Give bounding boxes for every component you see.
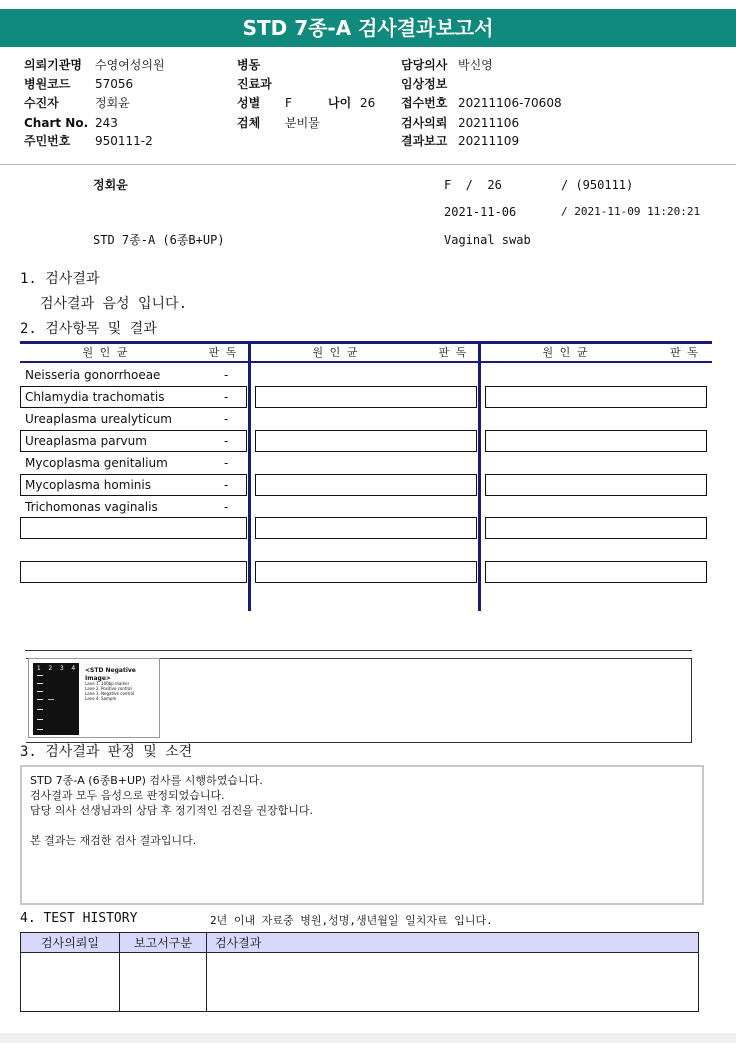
section3-title: 3. 검사결과 판정 및 소견 bbox=[20, 744, 193, 760]
organism-result: - bbox=[224, 434, 229, 448]
grid-divider bbox=[248, 341, 251, 611]
opinion-line bbox=[30, 818, 694, 833]
organism-result: - bbox=[224, 500, 229, 514]
header-label: 의뢰기관명 bbox=[24, 58, 82, 72]
organism-result: - bbox=[224, 390, 229, 404]
opinion-box bbox=[20, 765, 704, 905]
gel-legend-item: Lane 1. 100bp marker bbox=[85, 681, 130, 686]
row-box bbox=[485, 386, 707, 408]
row-box bbox=[20, 561, 247, 583]
gel-legend-item: Lane 4. Sample bbox=[85, 696, 117, 701]
organism-result: - bbox=[224, 456, 229, 470]
gel-thumbnail bbox=[28, 658, 160, 738]
opinion-line: 검사결과 모두 음성으로 판정되었습니다. bbox=[30, 789, 225, 802]
row-box bbox=[255, 517, 477, 539]
history-header-row bbox=[21, 933, 699, 953]
history-cell bbox=[120, 953, 207, 1012]
header-label: 진료과 bbox=[237, 77, 272, 91]
header-label: 결과보고 bbox=[401, 134, 448, 148]
header-value: F bbox=[285, 96, 292, 110]
header-value: 정회윤 bbox=[95, 96, 130, 110]
request-date: 2021-11-06 bbox=[444, 205, 517, 219]
opinion-line: STD 7종-A (6종B+UP) 검사를 시행하였습니다. bbox=[30, 774, 263, 787]
gel-top-rule bbox=[25, 650, 692, 651]
test-name: STD 7종-A (6종B+UP) bbox=[93, 233, 225, 247]
row-box bbox=[485, 561, 707, 583]
header-value: 분비물 bbox=[285, 116, 320, 130]
header-value: 57056 bbox=[95, 77, 134, 91]
organism-result: - bbox=[224, 368, 229, 382]
history-header: 검사의뢰일 bbox=[21, 933, 120, 953]
column-header-result: 판 독 bbox=[670, 346, 698, 359]
section1-text: 검사결과 음성 입니다. bbox=[40, 296, 188, 312]
lane-number: 4 bbox=[71, 665, 76, 672]
gel-title: <STD Negative Image> bbox=[85, 667, 136, 682]
gel-legend-item: Lane 2. Positive control bbox=[85, 686, 132, 691]
header-info bbox=[0, 47, 736, 165]
header-label: 임상정보 bbox=[401, 77, 448, 91]
report-title: STD 7종-A 검사결과보고서 bbox=[0, 9, 736, 47]
header-value: 950111-2 bbox=[95, 134, 153, 148]
header-label: Chart No. bbox=[24, 116, 89, 130]
gel-legend-item: Lane 3. Negative control bbox=[85, 691, 135, 696]
column-header-result: 판 독 bbox=[208, 346, 237, 359]
header-label: 성별 bbox=[237, 96, 261, 110]
age-value: 26 bbox=[360, 96, 376, 110]
header-label: 접수번호 bbox=[401, 96, 448, 110]
lane-number: 3 bbox=[59, 665, 64, 672]
header-label: 수진자 bbox=[24, 96, 59, 110]
history-table bbox=[20, 932, 699, 1012]
header-value: 20211106-70608 bbox=[458, 96, 562, 110]
patient-name: 정회윤 bbox=[93, 178, 128, 192]
header-value: 박신영 bbox=[458, 58, 493, 72]
history-row bbox=[21, 953, 699, 1012]
section4-title: 4. TEST HISTORY bbox=[20, 911, 138, 926]
section2-title: 2. 검사항목 및 결과 bbox=[20, 321, 157, 337]
row-box bbox=[255, 386, 477, 408]
header-value: 243 bbox=[95, 116, 118, 130]
row-box bbox=[485, 474, 707, 496]
row-box bbox=[255, 430, 477, 452]
history-cell bbox=[21, 953, 120, 1012]
header-label: 검사의뢰 bbox=[401, 116, 448, 130]
organism-result: - bbox=[224, 478, 229, 492]
column-header-organism: 원 인 균 bbox=[312, 346, 358, 359]
history-header: 보고서구분 bbox=[120, 933, 207, 953]
patient-sex-age: F / 26 bbox=[444, 178, 502, 192]
organism-result: - bbox=[224, 412, 229, 426]
gel-image bbox=[33, 663, 79, 735]
row-box bbox=[255, 474, 477, 496]
organism-name: Chlamydia trachomatis bbox=[25, 390, 165, 404]
column-header-result: 판 독 bbox=[438, 346, 467, 359]
opinion-line: 담당 의사 선생님과의 상담 후 정기적인 검진을 권장합니다. bbox=[30, 804, 313, 817]
header-label: 병동 bbox=[237, 58, 261, 72]
header-label: 검체 bbox=[237, 116, 261, 130]
organism-name: Neisseria gonorrhoeae bbox=[25, 368, 161, 382]
age-label: 나이 bbox=[328, 96, 352, 110]
lane-number: 1 bbox=[36, 665, 41, 672]
organism-name: Mycoplasma genitalium bbox=[25, 456, 168, 470]
organism-name: Ureaplasma parvum bbox=[25, 434, 147, 448]
header-label: 병원코드 bbox=[24, 77, 71, 91]
specimen-name: Vaginal swab bbox=[444, 233, 531, 247]
lane-number: 2 bbox=[48, 665, 53, 672]
history-note: 2년 이내 자료중 병원,성명,생년월일 일치자료 입니다. bbox=[210, 914, 493, 927]
column-header-organism: 원 인 균 bbox=[82, 346, 128, 359]
history-header: 검사결과 bbox=[207, 933, 699, 953]
row-box bbox=[485, 517, 707, 539]
column-header-organism: 원 인 균 bbox=[542, 346, 588, 359]
row-box bbox=[20, 517, 247, 539]
report-datetime: / 2021-11-09 11:20:21 bbox=[561, 205, 701, 218]
opinion-line: 본 결과는 재검한 검사 결과입니다. bbox=[30, 834, 197, 847]
header-label: 주민번호 bbox=[24, 134, 71, 148]
patient-birth: / (950111) bbox=[561, 178, 634, 192]
row-box bbox=[255, 561, 477, 583]
header-value: 20211106 bbox=[458, 116, 520, 130]
header-value: 20211109 bbox=[458, 134, 520, 148]
header-label: 담당의사 bbox=[401, 58, 448, 72]
grid-divider bbox=[478, 341, 481, 611]
header-value: 수영여성의원 bbox=[95, 58, 165, 72]
row-box bbox=[485, 430, 707, 452]
section1-title: 1. 검사결과 bbox=[20, 271, 100, 287]
organism-name: Mycoplasma hominis bbox=[25, 478, 151, 492]
organism-name: Ureaplasma urealyticum bbox=[25, 412, 172, 426]
history-cell bbox=[207, 953, 699, 1012]
organism-name: Trichomonas vaginalis bbox=[25, 500, 158, 514]
